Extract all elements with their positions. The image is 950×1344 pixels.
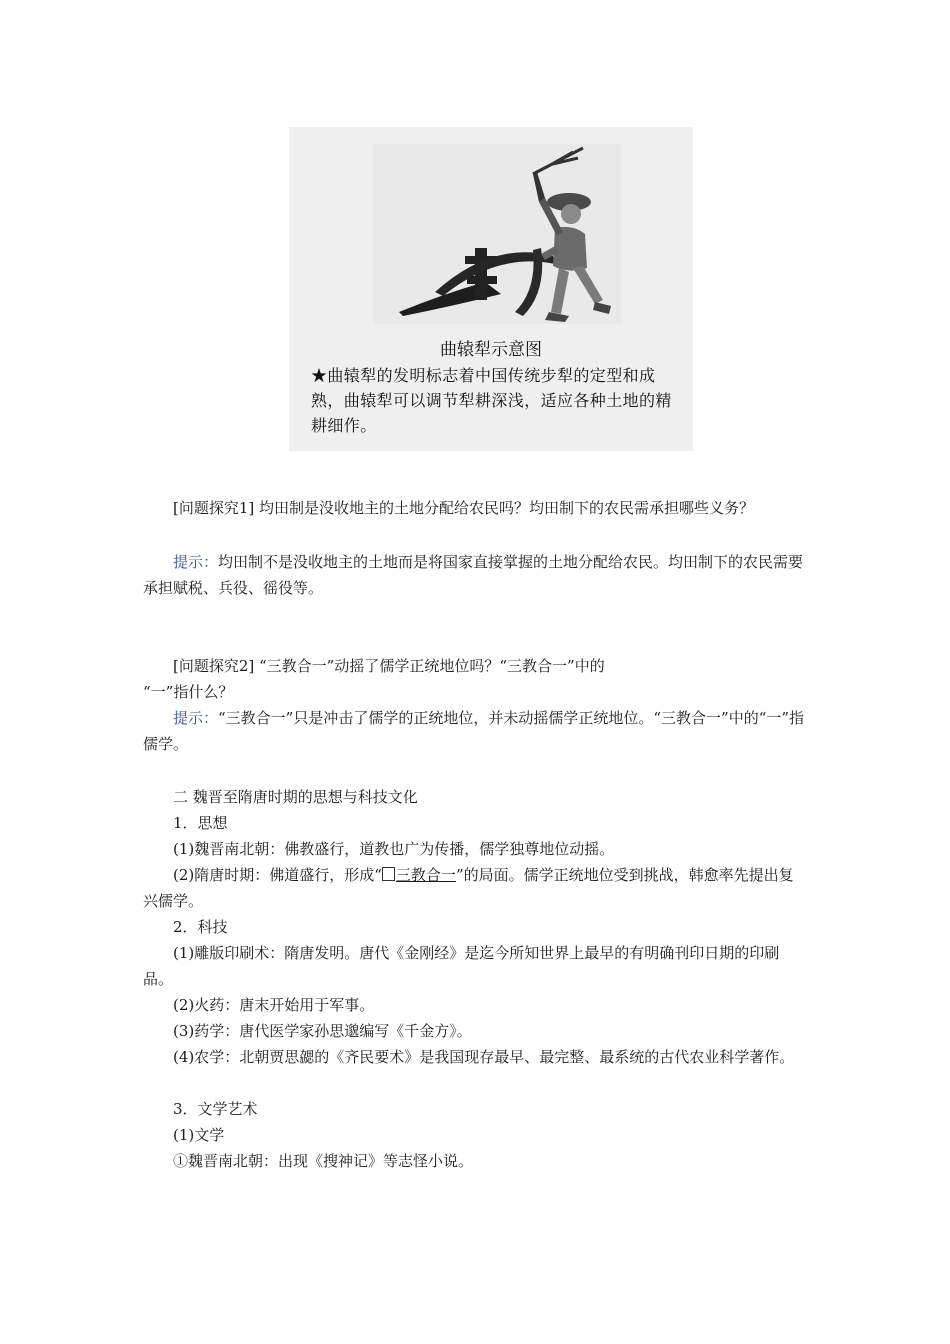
hint-2-text: “三教合一”只是冲击了儒学的正统地位，并未动摇儒学正统地位。“三教合一”中的“一”指儒学。 xyxy=(143,709,805,753)
thought-item-2-before: (2)隋唐时期：佛道盛行，形成“ xyxy=(173,866,382,884)
checkbox-square-icon xyxy=(382,867,395,881)
farmer-plowing-drawing xyxy=(373,144,621,324)
thought-item-2-after: ”的局面。儒学正统地位受到挑战，韩愈率先提出复兴儒学。 xyxy=(143,866,794,910)
tech-item-3: (3)药学：唐代医学家孙思邈编写《千金方》。 xyxy=(173,1022,472,1040)
hint-1 xyxy=(143,549,808,601)
figure-caption: 曲辕犁示意图 xyxy=(440,340,542,360)
tech-item-2: (2)火药：唐末开始用于军事。 xyxy=(173,996,375,1014)
plow-figure xyxy=(289,127,693,451)
section-title: 二 魏晋至隋唐时期的思想与科技文化 xyxy=(173,788,418,806)
hint-2 xyxy=(143,705,808,757)
hint-1-text: 均田制不是没收地主的土地而是将国家直接掌握的土地分配给农民。均田制下的农民需要承担赋税、兵役、徭役等。 xyxy=(143,553,804,597)
hint-label: 提示： xyxy=(173,553,219,571)
tech-heading: 2．科技 xyxy=(173,918,228,936)
question-1: [问题探究1] 均田制是没收地主的土地分配给农民吗？均田制下的农民需承担哪些义务？ xyxy=(173,499,755,517)
figure-note: ★曲辕犁的发明标志着中国传统步犁的定型和成熟，曲辕犁可以调节犁耕深浅，适应各种土地的精耕细作。 xyxy=(311,366,672,435)
thought-item-2 xyxy=(143,862,808,914)
fill-blank-answer: 三教合一 xyxy=(395,866,456,884)
thought-item-1: (1)魏晋南北朝：佛教盛行，道教也广为传播，儒学独尊地位动摇。 xyxy=(173,840,615,858)
literature-item-1: ①魏晋南北朝：出现《搜神记》等志怪小说。 xyxy=(173,1152,474,1170)
tech-item-4: (4)农学：北朝贾思勰的《齐民要术》是我国现存最早、最完整、最系统的古代农业科学著作。 xyxy=(173,1048,795,1066)
tech-item-1: (1)雕版印刷术：隋唐发明。唐代《金刚经》是迄今所知世界上最早的有明确刊印日期的印刷品。 xyxy=(143,944,780,988)
thought-heading: 1．思想 xyxy=(173,814,228,832)
literature-subheading: (1)文学 xyxy=(173,1126,225,1144)
literature-heading: 3．文学艺术 xyxy=(173,1100,258,1118)
plow-illustration xyxy=(373,144,621,324)
question-2-line-1: [问题探究2] “三教合一”动摇了儒学正统地位吗？“三教合一”中的 xyxy=(173,657,605,675)
hint-label: 提示： xyxy=(173,709,219,727)
question-2-line-2: “一”指什么？ xyxy=(143,683,234,701)
fill-blank xyxy=(382,866,456,884)
